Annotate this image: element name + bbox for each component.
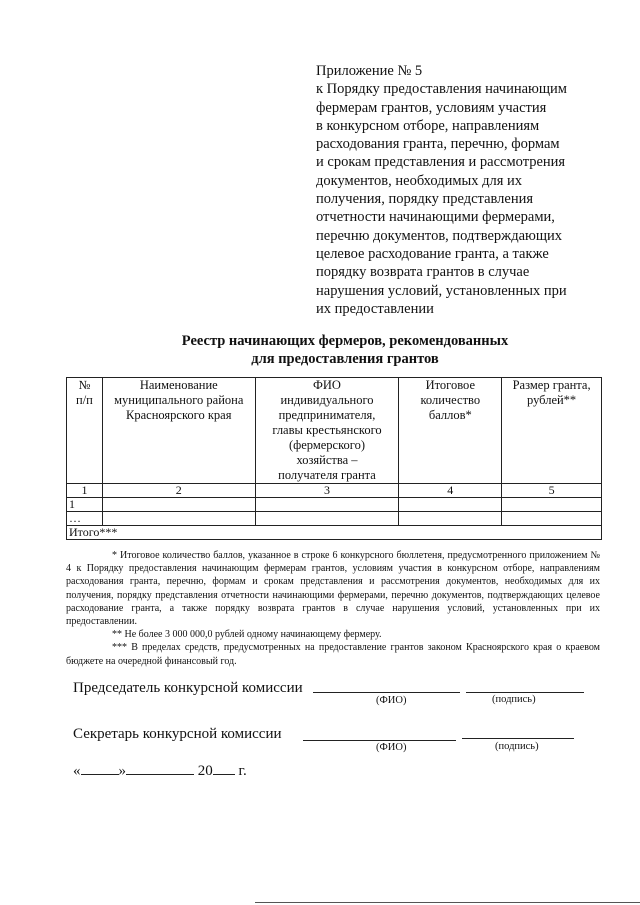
table-cell: 4 — [399, 484, 502, 498]
table-cell — [255, 498, 399, 512]
date-year-blank[interactable] — [213, 760, 235, 775]
appendix-line: расходования гранта, перечню, формам — [316, 136, 560, 153]
date-close-quote: » — [118, 763, 126, 779]
appendix-line: документов, необходимых для их — [316, 172, 523, 189]
table-cell — [102, 512, 255, 526]
document-title — [0, 332, 640, 368]
date-month-blank[interactable] — [126, 760, 194, 775]
footnotes — [66, 549, 600, 668]
appendix-note — [316, 62, 616, 318]
table-cell — [399, 512, 502, 526]
header-grant-amount: Размер гранта, рублей** — [502, 378, 602, 484]
footnote: ** Не более 3 000 000,0 рублей одному начинающему фермеру. — [112, 629, 382, 641]
table-cell: 3 — [255, 484, 399, 498]
table-cell — [502, 512, 602, 526]
chair-signature-line[interactable] — [466, 692, 584, 693]
appendix-line: Приложение № 5 — [316, 63, 423, 79]
document-title-line-1: Реестр начинающих фермеров, рекомендованных — [181, 333, 509, 349]
chair-signature-label: Председатель конкурсной комиссии — [73, 680, 303, 696]
header-district: Наименование муниципального района Красноярского края — [102, 378, 255, 484]
page-bottom-rule — [255, 902, 640, 903]
table-cell: 2 — [102, 484, 255, 498]
secretary-fio-line[interactable] — [303, 740, 456, 741]
column-number-row — [67, 484, 602, 498]
header-number: № п/п — [67, 378, 103, 484]
table-row — [67, 498, 602, 512]
header-farmer-name: ФИО индивидуального предпринимателя, главы крестьянского (фермерского) хозяйства – получателя гранта — [255, 378, 399, 484]
table-cell — [502, 498, 602, 512]
appendix-line: к Порядку предоставления начинающим — [316, 81, 567, 98]
chair-signature-caption: (подпись) — [492, 694, 536, 705]
header-score: Итоговое количество баллов* — [399, 378, 502, 484]
table-row — [67, 512, 602, 526]
date-year-prefix: 20 — [197, 763, 213, 779]
appendix-line: перечню документов, подтверждающих — [316, 227, 563, 244]
table-cell: 5 — [502, 484, 602, 498]
appendix-line: целевое расходование гранта, а также — [316, 245, 549, 262]
footnote: *** В пределах средств, предусмотренных на предоставление грантов законом Красноярского края о краевом бюджете на очередной финансовый год. — [66, 642, 600, 667]
secretary-fio-caption: (ФИО) — [376, 742, 407, 753]
secretary-signature-caption: (подпись) — [495, 741, 539, 752]
date-field — [73, 760, 247, 780]
table-cell: … — [67, 512, 103, 526]
date-year-suffix: г. — [238, 763, 247, 779]
secretary-signature-label: Секретарь конкурсной комиссии — [73, 726, 282, 742]
table-cell — [102, 498, 255, 512]
appendix-line: их предоставлении — [316, 300, 434, 317]
table-cell: 1 — [67, 498, 103, 512]
appendix-line: фермерам грантов, условиям участия — [316, 99, 547, 116]
table-header-row — [67, 378, 602, 484]
appendix-line: нарушения условий, установленных при — [316, 282, 567, 299]
chair-fio-line[interactable] — [313, 692, 460, 693]
total-row — [67, 526, 602, 540]
total-label: Итого*** — [67, 526, 602, 540]
registry-table — [66, 377, 602, 540]
appendix-line: отчетности начинающими фермерами, — [316, 209, 555, 226]
date-open-quote: « — [73, 763, 81, 779]
document-title-line-2: для предоставления грантов — [251, 351, 439, 367]
table-cell — [255, 512, 399, 526]
appendix-line: в конкурсном отборе, направлениям — [316, 117, 540, 134]
appendix-line: получения, порядку представления — [316, 191, 534, 208]
date-day-blank[interactable] — [81, 760, 119, 775]
table-cell: 1 — [67, 484, 103, 498]
appendix-line: и срокам представления и рассмотрения — [316, 154, 566, 171]
appendix-line: порядку возврата грантов в случае — [316, 264, 530, 281]
footnote: * Итоговое количество баллов, указанное в строке 6 конкурсного бюллетеня, предусмотренного приложением № 4 к Порядку предоставления начинающим фермерам грантов, условиям участия в конкурсном отборе, направлениям расходования гранта, перечню, формам и срокам представления и рассмотрения документов, необходимых для их получения, порядку представления отчетности начинающими фермерами, перечню документов, подтверждающих целевое расходование гранта, а также порядку возврата грантов в случае нарушения условий, установленных при их предоставлении. — [66, 550, 600, 628]
chair-fio-caption: (ФИО) — [376, 695, 407, 706]
table-cell — [399, 498, 502, 512]
secretary-signature-line[interactable] — [462, 738, 574, 739]
